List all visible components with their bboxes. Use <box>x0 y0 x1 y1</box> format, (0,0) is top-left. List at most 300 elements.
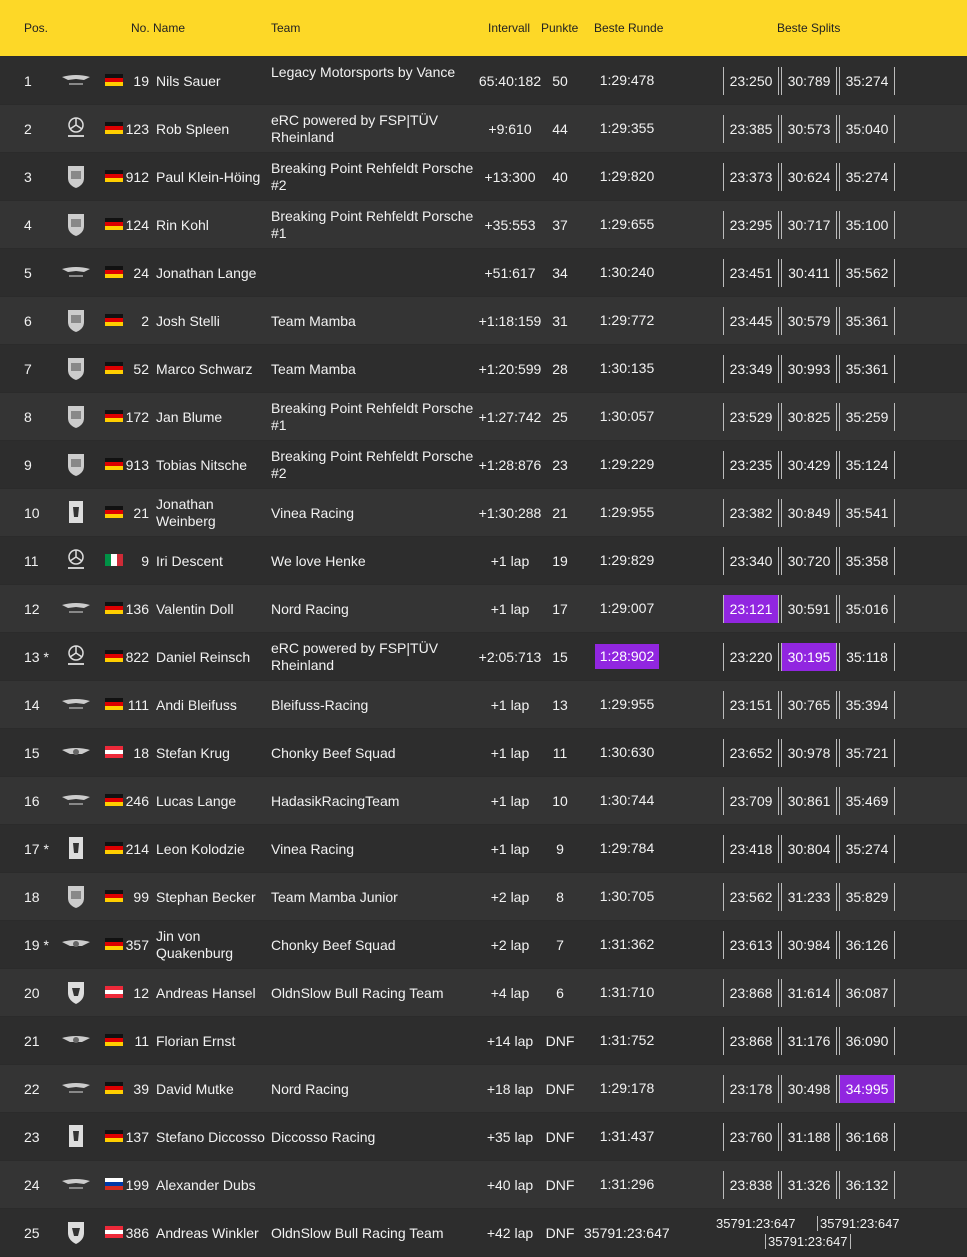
interval: +51:617 <box>484 265 536 281</box>
flag-at-icon <box>105 746 123 758</box>
mercedes-amg-icon <box>60 115 92 141</box>
best-lap: 1:29:229 <box>599 456 655 472</box>
aston-martin-icon <box>60 595 92 621</box>
interval: +2:05:713 <box>478 649 542 665</box>
split-3: 36:087 <box>839 979 895 1007</box>
position: 13 * <box>24 649 49 665</box>
best-lap: 1:30:057 <box>599 408 655 424</box>
driver-name: Jonathan Weinberg <box>156 496 216 529</box>
flag-de-icon <box>105 506 123 518</box>
interval: +13:300 <box>484 169 536 185</box>
split-3: 35:361 <box>839 307 895 335</box>
split-2: 30:591 <box>781 595 837 623</box>
team-name: Legacy Motorsports by Vance <box>271 64 456 80</box>
position: 24 <box>24 1177 40 1193</box>
best-lap: 1:28:902 <box>595 644 659 669</box>
split-2: 30:573 <box>781 115 837 143</box>
flag-de-icon <box>105 1034 123 1046</box>
car-number: 21 <box>133 505 149 521</box>
car-number: 124 <box>125 217 149 233</box>
split-1: 23:220 <box>723 643 779 671</box>
flag-de-icon <box>105 458 123 470</box>
split-3: 35:100 <box>839 211 895 239</box>
points: 31 <box>552 313 568 329</box>
best-lap: 1:29:478 <box>599 72 655 88</box>
position: 2 <box>24 121 32 137</box>
table-row[interactable] <box>0 249 967 296</box>
flag-de-icon <box>105 314 123 326</box>
best-lap: 1:29:772 <box>599 312 655 328</box>
table-row[interactable] <box>0 1113 967 1160</box>
split-2: 30:717 <box>781 211 837 239</box>
flag-de-icon <box>105 74 123 86</box>
split-1: 23:529 <box>723 403 779 431</box>
position: 1 <box>24 73 32 89</box>
split-2: 31:614 <box>781 979 837 1007</box>
split-1: 23:760 <box>723 1123 779 1151</box>
best-lap: 1:30:705 <box>599 888 655 904</box>
position: 9 <box>24 457 32 473</box>
interval: +18 lap <box>486 1081 534 1097</box>
points: DNF <box>545 1033 575 1049</box>
split-2: 31:188 <box>781 1123 837 1151</box>
interval: +1 lap <box>490 841 530 857</box>
team-name: Nord Racing <box>271 1081 349 1097</box>
points: 10 <box>552 793 568 809</box>
split-2: 31:233 <box>781 883 837 911</box>
split-1: 23:295 <box>723 211 779 239</box>
best-lap: 1:31:752 <box>599 1032 655 1048</box>
interval: +1:30:288 <box>478 505 542 521</box>
points: DNF <box>545 1081 575 1097</box>
driver-name: Stefano Diccosso <box>156 1129 265 1145</box>
split-2: 30:984 <box>781 931 837 959</box>
driver-name: David Mutke <box>156 1081 234 1097</box>
driver-name: Stephan Becker <box>156 889 256 905</box>
split-1: 23:373 <box>723 163 779 191</box>
split-1: 23:250 <box>723 67 779 95</box>
split-2: 30:825 <box>781 403 837 431</box>
team-name: Bleifuss-Racing <box>271 697 369 713</box>
team-name: Team Mamba Junior <box>271 889 398 905</box>
split-3: 36:168 <box>839 1123 895 1151</box>
car-number: 2 <box>141 313 149 329</box>
points: 7 <box>556 937 564 953</box>
car-number: 912 <box>125 169 149 185</box>
team-name: OldnSlow Bull Racing Team <box>271 1225 444 1241</box>
best-lap: 1:29:655 <box>599 216 655 232</box>
driver-name: Stefan Krug <box>156 745 230 761</box>
position: 15 <box>24 745 40 761</box>
flag-ru-icon <box>105 1178 123 1190</box>
aston-martin-icon <box>60 787 92 813</box>
split-1: 23:385 <box>723 115 779 143</box>
split-2: 30:720 <box>781 547 837 575</box>
split-1: 23:868 <box>723 979 779 1007</box>
driver-name: Daniel Reinsch <box>156 649 251 665</box>
lamborghini-icon <box>60 979 92 1005</box>
best-lap: 1:30:744 <box>599 792 655 808</box>
position: 12 <box>24 601 40 617</box>
table-row[interactable] <box>0 1161 967 1208</box>
ferrari-icon <box>60 1123 92 1149</box>
flag-de-icon <box>105 602 123 614</box>
car-number: 111 <box>127 697 149 713</box>
car-number: 99 <box>133 889 149 905</box>
split-2: 35791:23:647 <box>817 1216 900 1231</box>
split-2: 31:176 <box>781 1027 837 1055</box>
split-3: 34:995 <box>839 1075 895 1103</box>
aston-martin-icon <box>60 691 92 717</box>
driver-name: Jan Blume <box>156 409 223 425</box>
position: 19 * <box>24 937 49 953</box>
position: 5 <box>24 265 32 281</box>
interval: +2 lap <box>490 889 530 905</box>
split-1: 23:613 <box>723 931 779 959</box>
best-lap: 1:29:955 <box>599 504 655 520</box>
points: 6 <box>556 985 564 1001</box>
best-lap: 1:31:362 <box>599 936 655 952</box>
driver-name: Andi Bleifuss <box>156 697 237 713</box>
car-number: 822 <box>125 649 149 665</box>
split-3: 35:469 <box>839 787 895 815</box>
bentley-icon <box>60 931 92 957</box>
interval: +4 lap <box>490 985 530 1001</box>
table-row[interactable] <box>0 537 967 584</box>
driver-name: Iri Descent <box>156 553 223 569</box>
header-best-splits: Beste Splits <box>777 21 841 35</box>
porsche-icon <box>60 883 92 909</box>
points: 13 <box>552 697 568 713</box>
interval: +1 lap <box>490 601 530 617</box>
interval: +40 lap <box>486 1177 534 1193</box>
split-3: 35:562 <box>839 259 895 287</box>
split-3: 35:040 <box>839 115 895 143</box>
points: 21 <box>552 505 568 521</box>
team-name: Chonky Beef Squad <box>271 937 396 953</box>
flag-de-icon <box>105 890 123 902</box>
interval: +42 lap <box>486 1225 534 1241</box>
header-points: Punkte <box>541 21 579 35</box>
team-name: Vinea Racing <box>271 841 355 857</box>
best-lap: 1:30:240 <box>599 264 655 280</box>
table-row[interactable] <box>0 441 967 488</box>
driver-name: Jin von Quakenburg <box>156 928 234 961</box>
table-row[interactable] <box>0 969 967 1016</box>
split-3: 35791:23:647 <box>765 1234 851 1249</box>
interval: +14 lap <box>486 1033 534 1049</box>
aston-martin-icon <box>60 1075 92 1101</box>
car-number: 123 <box>125 121 149 137</box>
driver-name: Andreas Hansel <box>156 985 256 1001</box>
points: 50 <box>552 73 568 89</box>
interval: +35 lap <box>486 1129 534 1145</box>
flag-de-icon <box>105 698 123 710</box>
header-best-lap: Beste Runde <box>594 21 664 35</box>
team-name: Team Mamba <box>271 361 356 377</box>
position: 16 <box>24 793 40 809</box>
table-row[interactable] <box>0 201 967 248</box>
split-1: 35791:23:647 <box>716 1216 796 1231</box>
split-1: 23:151 <box>723 691 779 719</box>
points: 8 <box>556 889 564 905</box>
split-3: 35:274 <box>839 67 895 95</box>
points: 23 <box>552 457 568 473</box>
points: DNF <box>545 1129 575 1145</box>
car-number: 9 <box>141 553 149 569</box>
split-1: 23:838 <box>723 1171 779 1199</box>
driver-name: Rob Spleen <box>156 121 230 137</box>
interval: +2 lap <box>490 937 530 953</box>
driver-name: Andreas Winkler <box>156 1225 259 1241</box>
split-1: 23:868 <box>723 1027 779 1055</box>
table-row[interactable] <box>0 633 967 680</box>
split-1: 23:178 <box>723 1075 779 1103</box>
split-2: 30:195 <box>781 643 837 671</box>
team-name: eRC powered by FSP|TÜV Rheinland <box>271 640 439 673</box>
best-lap: 1:29:007 <box>599 600 655 616</box>
driver-name: Josh Stelli <box>156 313 220 329</box>
points: 25 <box>552 409 568 425</box>
table-row[interactable] <box>0 153 967 200</box>
flag-de-icon <box>105 410 123 422</box>
table-row[interactable] <box>0 825 967 872</box>
mercedes-amg-icon <box>60 643 92 669</box>
split-3: 35:118 <box>839 643 895 671</box>
points: DNF <box>545 1225 575 1241</box>
table-row[interactable] <box>0 1017 967 1064</box>
car-number: 199 <box>125 1177 149 1193</box>
split-2: 31:326 <box>781 1171 837 1199</box>
team-name: Team Mamba <box>271 313 356 329</box>
position: 10 <box>24 505 40 521</box>
results-header <box>0 0 967 56</box>
car-number: 18 <box>133 745 149 761</box>
split-2: 30:993 <box>781 355 837 383</box>
best-lap: 1:30:630 <box>599 744 655 760</box>
split-3: 35:394 <box>839 691 895 719</box>
split-1: 23:451 <box>723 259 779 287</box>
points: 9 <box>556 841 564 857</box>
header-interval: Intervall <box>488 21 531 35</box>
points: 34 <box>552 265 568 281</box>
position: 23 <box>24 1129 40 1145</box>
flag-at-icon <box>105 986 123 998</box>
table-row[interactable] <box>0 345 967 392</box>
table-row[interactable] <box>0 393 967 440</box>
best-lap: 1:31:296 <box>599 1176 655 1192</box>
position: 18 <box>24 889 40 905</box>
team-name: Breaking Point Rehfeldt Porsche #2 <box>271 160 474 193</box>
team-name: Nord Racing <box>271 601 349 617</box>
car-number: 172 <box>125 409 149 425</box>
best-lap: 1:29:355 <box>599 120 655 136</box>
car-number: 214 <box>125 841 149 857</box>
table-row[interactable] <box>0 57 967 104</box>
table-row[interactable] <box>0 105 967 152</box>
position: 21 <box>24 1033 40 1049</box>
position: 22 <box>24 1081 40 1097</box>
points: 11 <box>552 745 568 761</box>
driver-name: Jonathan Lange <box>156 265 257 281</box>
split-3: 35:259 <box>839 403 895 431</box>
table-row[interactable] <box>0 489 967 536</box>
interval: +1:20:599 <box>478 361 542 377</box>
flag-de-icon <box>105 650 123 662</box>
team-name: Diccosso Racing <box>271 1129 376 1145</box>
flag-de-icon <box>105 1130 123 1142</box>
team-name: Vinea Racing <box>271 505 355 521</box>
split-1: 23:562 <box>723 883 779 911</box>
car-number: 52 <box>133 361 149 377</box>
porsche-icon <box>60 211 92 237</box>
position: 20 <box>24 985 40 1001</box>
table-row[interactable] <box>0 873 967 920</box>
split-3: 35:721 <box>839 739 895 767</box>
best-lap: 1:29:955 <box>599 696 655 712</box>
points: DNF <box>545 1177 575 1193</box>
split-3: 36:126 <box>839 931 895 959</box>
car-number: 386 <box>125 1225 149 1241</box>
best-lap: 1:29:784 <box>599 840 655 856</box>
split-3: 36:132 <box>839 1171 895 1199</box>
porsche-icon <box>60 451 92 477</box>
split-3: 35:274 <box>839 835 895 863</box>
split-2: 30:789 <box>781 67 837 95</box>
lamborghini-icon <box>60 1219 92 1245</box>
flag-it-icon <box>105 554 123 566</box>
table-row[interactable] <box>0 1209 967 1256</box>
points: 28 <box>552 361 568 377</box>
driver-name: Rin Kohl <box>156 217 209 233</box>
split-3: 35:829 <box>839 883 895 911</box>
best-lap: 1:31:710 <box>599 984 655 1000</box>
car-number: 136 <box>125 601 149 617</box>
interval: +1 lap <box>490 793 530 809</box>
ferrari-icon <box>60 835 92 861</box>
split-1: 23:445 <box>723 307 779 335</box>
interval: +1:27:742 <box>478 409 542 425</box>
flag-de-icon <box>105 170 123 182</box>
split-1: 23:121 <box>723 595 779 623</box>
aston-martin-icon <box>60 67 92 93</box>
porsche-icon <box>60 355 92 381</box>
position: 3 <box>24 169 32 185</box>
interval: +9:610 <box>488 121 532 137</box>
split-2: 30:804 <box>781 835 837 863</box>
split-3: 35:361 <box>839 355 895 383</box>
driver-name: Florian Ernst <box>156 1033 236 1049</box>
aston-martin-icon <box>60 259 92 285</box>
porsche-icon <box>60 163 92 189</box>
position: 6 <box>24 313 32 329</box>
driver-name: Tobias Nitsche <box>156 457 248 473</box>
car-number: 12 <box>133 985 149 1001</box>
split-2: 30:978 <box>781 739 837 767</box>
driver-name: Marco Schwarz <box>156 361 253 377</box>
points: 40 <box>552 169 568 185</box>
points: 44 <box>552 121 568 137</box>
split-1: 23:349 <box>723 355 779 383</box>
position: 14 <box>24 697 40 713</box>
car-number: 39 <box>133 1081 149 1097</box>
flag-de-icon <box>105 842 123 854</box>
best-lap: 1:29:829 <box>599 552 655 568</box>
position: 25 <box>24 1225 40 1241</box>
table-row[interactable] <box>0 729 967 776</box>
team-name: We love Henke <box>271 553 366 569</box>
table-row[interactable] <box>0 921 967 968</box>
position: 17 * <box>24 841 49 857</box>
table-row[interactable] <box>0 1065 967 1112</box>
interval: +1 lap <box>490 697 530 713</box>
table-row[interactable] <box>0 681 967 728</box>
car-number: 913 <box>125 457 149 473</box>
interval: +35:553 <box>484 217 536 233</box>
porsche-icon <box>60 307 92 333</box>
position: 8 <box>24 409 32 425</box>
team-name: HadasikRacingTeam <box>271 793 400 809</box>
car-number: 24 <box>133 265 149 281</box>
split-2: 30:411 <box>781 259 837 287</box>
car-number: 357 <box>125 937 149 953</box>
points: 19 <box>552 553 568 569</box>
team-name: eRC powered by FSP|TÜV Rheinland <box>271 112 439 145</box>
team-name: Breaking Point Rehfeldt Porsche #1 <box>271 208 474 241</box>
points: 15 <box>552 649 568 665</box>
driver-name: Lucas Lange <box>156 793 237 809</box>
header-pos: Pos. <box>24 21 49 35</box>
split-2: 30:861 <box>781 787 837 815</box>
table-row[interactable] <box>0 297 967 344</box>
interval: +1:28:876 <box>478 457 542 473</box>
split-3: 35:541 <box>839 499 895 527</box>
car-number: 246 <box>125 793 149 809</box>
position: 11 <box>24 553 39 569</box>
table-row[interactable] <box>0 585 967 632</box>
best-lap: 1:29:178 <box>599 1080 655 1096</box>
split-1: 23:418 <box>723 835 779 863</box>
position: 4 <box>24 217 32 233</box>
interval: +1:18:159 <box>478 313 542 329</box>
flag-de-icon <box>105 122 123 134</box>
header-team: Team <box>271 21 301 35</box>
interval: +1 lap <box>490 553 530 569</box>
points: 37 <box>552 217 568 233</box>
points: 17 <box>552 601 568 617</box>
flag-de-icon <box>105 794 123 806</box>
driver-name: Alexander Dubs <box>156 1177 256 1193</box>
team-name: OldnSlow Bull Racing Team <box>271 985 444 1001</box>
flag-de-icon <box>105 938 123 950</box>
split-2: 30:429 <box>781 451 837 479</box>
split-1: 23:235 <box>723 451 779 479</box>
split-3: 36:090 <box>839 1027 895 1055</box>
flag-de-icon <box>105 362 123 374</box>
car-number: 11 <box>134 1033 149 1049</box>
interval: 65:40:182 <box>478 73 542 89</box>
team-name: Breaking Point Rehfeldt Porsche #1 <box>271 400 474 433</box>
best-lap: 35791:23:647 <box>584 1225 670 1241</box>
flag-de-icon <box>105 218 123 230</box>
bentley-icon <box>60 1027 92 1053</box>
table-row[interactable] <box>0 777 967 824</box>
best-lap: 1:29:820 <box>599 168 655 184</box>
split-2: 30:624 <box>781 163 837 191</box>
flag-de-icon <box>105 1082 123 1094</box>
ferrari-icon <box>60 499 92 525</box>
split-1: 23:382 <box>723 499 779 527</box>
